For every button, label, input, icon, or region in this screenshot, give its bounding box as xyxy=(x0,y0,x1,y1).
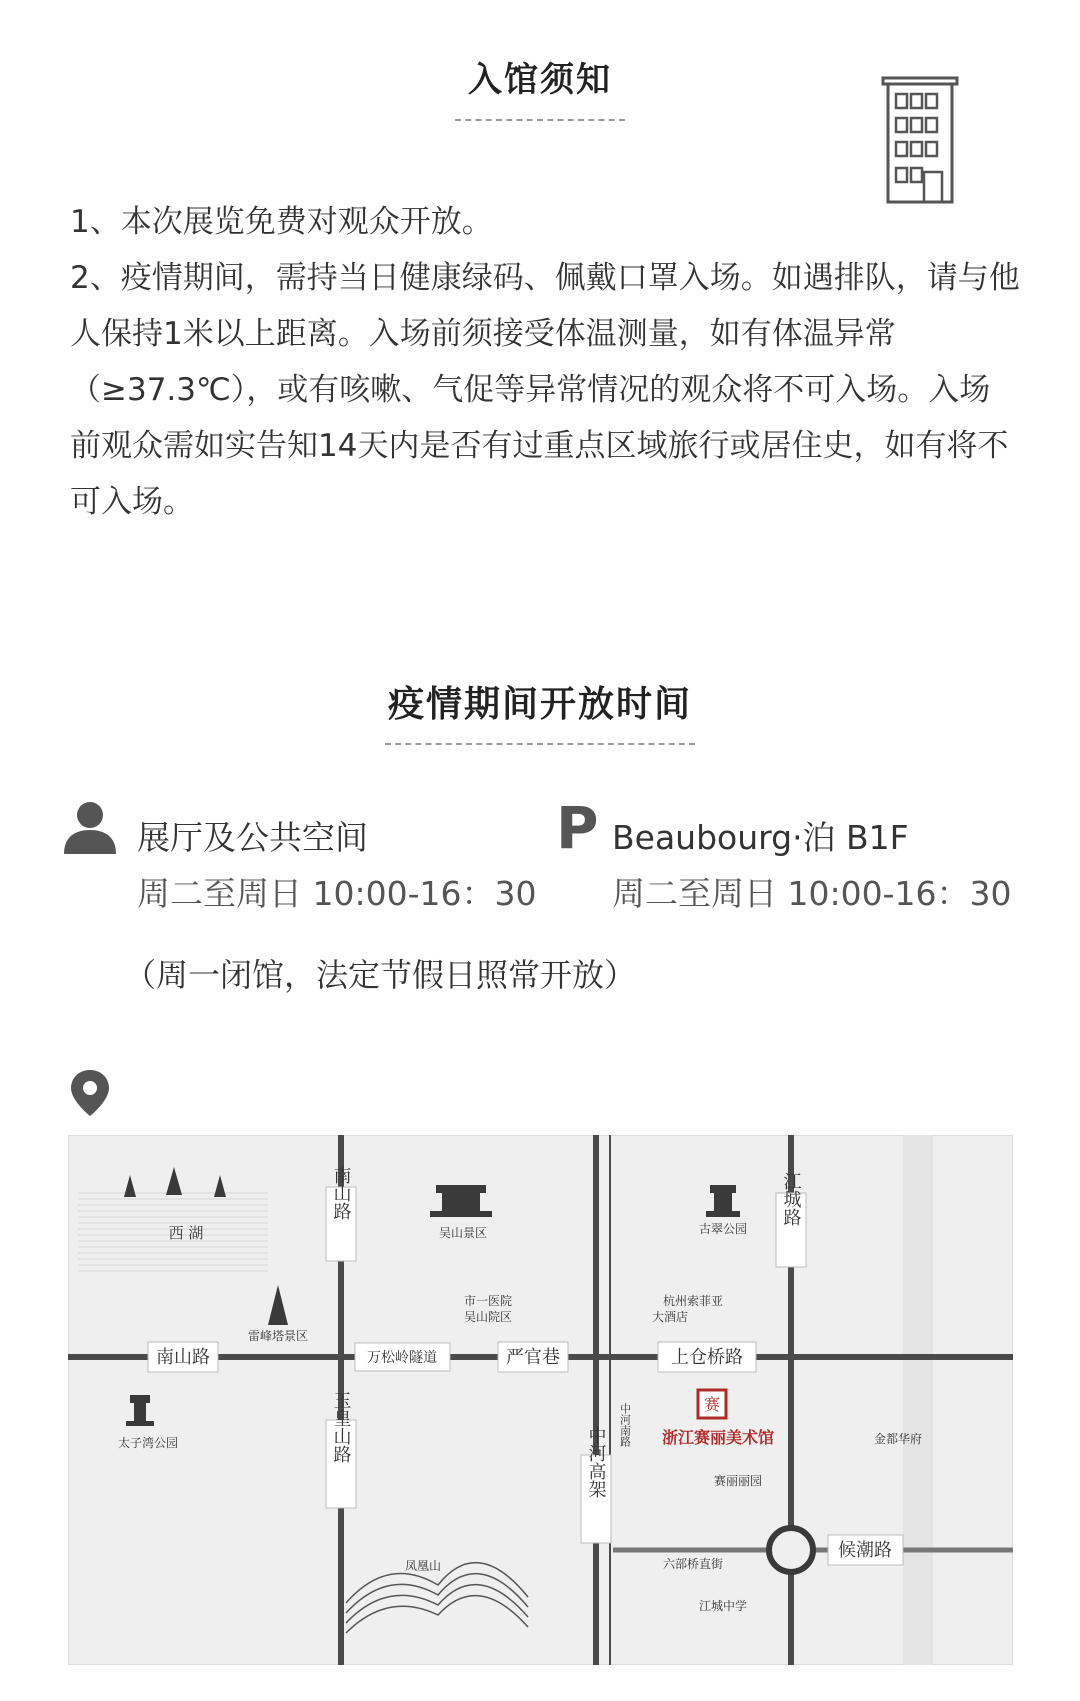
closure-note: （周一闭馆，法定节假日照常开放） xyxy=(124,956,637,994)
map-label-hospital-2: 吴山院区 xyxy=(463,1310,513,1324)
map-label-shangcang: 上仓桥路 xyxy=(671,1347,743,1368)
hours-title: 疫情期间开放时间 xyxy=(387,684,692,725)
map-label-zhonghe-nl: 中河南路 xyxy=(618,1403,632,1447)
map-label-yuhuang: 玉皇山路 xyxy=(330,1391,352,1463)
map-label-leifeng: 雷峰塔景区 xyxy=(247,1329,309,1343)
notice-item-2: 2、疫情期间，需持当日健康绿码、佩戴口罩入场。如遇排队，请与他人保持1米以上距离。入场前须接受体温测量，如有体温异常（≥37.3℃），或有咳嗽、气促等异常情况的观众将不可入场。入场前观众需如实告知14天内是否有过重点区域旅行或居住史，如有将不可入场。 xyxy=(70,260,1020,520)
map-label-sofitel-2: 大酒店 xyxy=(651,1310,689,1324)
map-label-yanguan: 严官巷 xyxy=(506,1347,560,1368)
person-icon xyxy=(62,800,118,856)
parking-icon: P xyxy=(556,794,599,862)
museum-logo-icon: 赛 xyxy=(703,1395,721,1414)
map-label-xihu: 西 湖 xyxy=(168,1224,204,1242)
parking-label: Beaubourg·泊 B1F xyxy=(612,818,909,857)
map-label-jiangcheng: 江城路 xyxy=(780,1172,802,1226)
map-label-museum: 浙江赛丽美术馆 xyxy=(661,1428,775,1447)
hours-divider xyxy=(385,743,695,745)
map-label-hospital: 市一医院 xyxy=(463,1294,513,1308)
building-icon xyxy=(880,76,960,206)
area-map[interactable] xyxy=(68,1135,1013,1665)
title-divider xyxy=(455,119,625,121)
map-label-wansong: 万松岭隧道 xyxy=(367,1350,437,1366)
notice-item-1: 1、本次展览免费对观众开放。 xyxy=(70,204,493,240)
map-label-taiziwan: 太子湾公园 xyxy=(117,1436,179,1450)
map-label-jinduhuafu: 金都华府 xyxy=(873,1432,923,1446)
map-label-saili: 赛丽丽园 xyxy=(713,1474,763,1488)
map-label-zhonghe-gj: 中河高架 xyxy=(585,1426,607,1498)
hall-label: 展厅及公共空间 xyxy=(137,818,368,857)
parking-hours: 周二至周日 10:00-16：30 xyxy=(612,874,1012,913)
map-label-jiangcheng-school: 江城中学 xyxy=(698,1599,748,1613)
map-label-nanshan-h: 南山路 xyxy=(156,1347,210,1368)
map-label-gucui: 古翠公园 xyxy=(698,1222,748,1236)
map-label-wushan: 吴山景区 xyxy=(438,1226,488,1240)
map-label-liubu: 六部桥直街 xyxy=(662,1557,724,1571)
map-label-nanshan-v: 南山路 xyxy=(330,1166,352,1220)
hall-hours: 周二至周日 10:00-16：30 xyxy=(137,874,537,913)
map-label-sofitel: 杭州索菲亚 xyxy=(662,1294,724,1308)
notice-title: 入馆须知 xyxy=(468,60,612,100)
location-pin-icon xyxy=(68,1068,112,1118)
map-label-fenghuang: 凤凰山 xyxy=(404,1559,442,1573)
map-label-houchao: 候潮路 xyxy=(838,1540,892,1561)
